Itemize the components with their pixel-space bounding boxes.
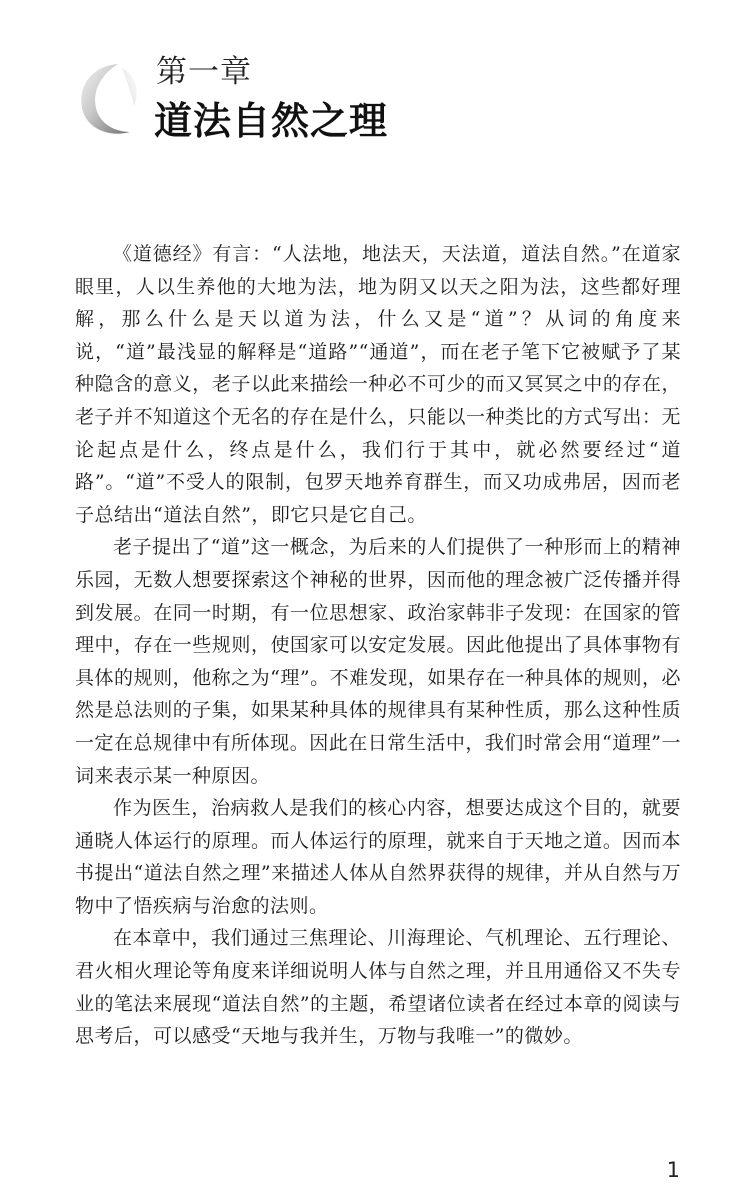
body-text [75, 238, 681, 1053]
chapter-title: 道法自然之理 [154, 99, 389, 143]
chapter-swirl-ornament [78, 62, 140, 138]
chapter-number: 第一章 [156, 54, 252, 90]
paragraph: 《道德经》有言：“人法地，地法天，天法道，道法自然。”在道家眼里，人以生养他的大地为法，地为阴又以天之阳为法，这些都好理解，那么什么是天以道为法，什么又是“道”？从词的角度来说，“道”最浅显的解释是“道路”“通道”，而在老子笔下它被赋予了某种隐含的意义，老子以此来描绘一种必不可少的而又冥冥之中的存在，老子并不知道这个无名的存在是什么，只能以一种类比的方式写出：无论起点是什么，终点是什么，我们行于其中，就必然要经过“道路”。“道”不受人的限制，包罗天地养育群生，而又功成弗居，因而老子总结出“道法自然”，即它只是它自己。 [75, 243, 681, 526]
paragraph: 在本章中，我们通过三焦理论、川海理论、气机理论、五行理论、君火相火理论等角度来详细说明人体与自然之理，并且用通俗又不失专业的笔法来展现“道法自然”的主题，希望诸位读者在经过本章的阅读与思考后，可以感受“天地与我并生，万物与我唯一”的微妙。 [75, 927, 681, 1048]
page-number: 1 [666, 1158, 680, 1182]
chapter-header [78, 50, 678, 150]
paragraph: 老子提出了“道”这一概念，为后来的人们提供了一种形而上的精神乐园，无数人想要探索这个神秘的世界，因而他的理念被广泛传播并得到发展。在同一时期，有一位思想家、政治家韩非子发现：在国家的管理中，存在一些规则，使国家可以安定发展。因此他提出了具体事物有具体的规则，他称之为“理”。不难发现，如果存在一种具体的规则，必然是总法则的子集，如果某种具体的规律具有某种性质，那么这种性质一定在总规律中有所体现。因此在日常生活中，我们时常会用“道理”一词来表示某一种原因。 [75, 536, 681, 787]
paragraph: 作为医生，治病救人是我们的核心内容，想要达成这个目的，就要通晓人体运行的原理。而人体运行的原理，就来自于天地之道。因而本书提出“道法自然之理”来描述人体从自然界获得的规律，并从自然与万物中了悟疾病与治愈的法则。 [75, 797, 681, 917]
